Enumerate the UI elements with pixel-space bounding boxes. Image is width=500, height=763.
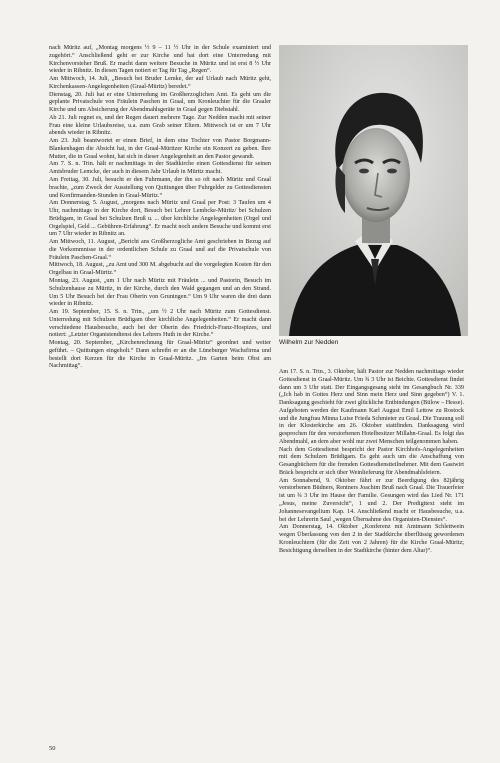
paragraph: Am 17. S. n. Trin., 3. Oktober, hält Pastor zur Nedden nachmittags wieder Gottesdienst in Graal-Müritz. Um ¾ 3 Uhr ist Beichte. Gottesdienst findet dann um 3 Uhr statt. Der Eingangsgesang steht im Gesangbuch Nr. 339 („Ich hab in Gottes Herz und Sinn mein Herz und Sinn gegeben“) V. 1. Danksagung geschieht für zwei glückliche Entbindungen (Bülow – Hesse). Aufgeboten werden der Kaufmann Karl August Emil Lettow zu Rostock und die Jungfrau Minna Luise Frieda Schmieter zu Graal. Die Trauung soll in der Klosterkirche am 26. Oktober stattfinden. Danksagung wird gesprochen für den verstorbenen Hotelbesitzer Millahn-Graal. Es folgt das Abendmahl, an dem aber wohl nur zwei Menschen teilgenommen haben.: [279, 369, 464, 445]
paragraph: Montag, 20. September, „Kirchenrechnung für Graal-Müritz“ geordnet und weiter geführt. – Quittungen eingeholt.“ Dann schreibt er an die Lüneburger Wachsfirma und bestellt dort Kerzen für die Kirche in Graal-Müritz. „Im Garten beim Obst am Nachmittag“.: [49, 340, 271, 370]
paragraph: Am 7. S. n. Trin. hält er nachmittags in der Stadtkirche einen Gottesdienst für seinen Amtsbruder Lemcke, der auch in diesem Jahr Urlaub in Müritz macht.: [49, 161, 271, 176]
left-text-column: [49, 45, 271, 371]
paragraph: Mittwoch, 18. August, „zu Amt und 300 M. abgebucht auf die vorgelegten Kosten für den Orgelbau in Graal-Müritz.“: [49, 262, 271, 277]
paragraph: Nach dem Gottesdienst bespricht der Pastor Kirchhofs-Angelegenheiten mit dem Schulzen Brüdigam. Es geht auch um die Anschaffung von Gesangbüchern für die fremden Gottesdienstteilnehmer. Mit dem Gastwirt Bräck bespricht er sich über Weinlieferung für Abendmahlsfeiern.: [279, 446, 464, 476]
portrait-photo: [279, 45, 468, 336]
photo-caption: Wilhelm zur Nedden: [279, 339, 339, 346]
page-number: 50: [49, 745, 56, 752]
right-text-column: [279, 369, 464, 555]
paragraph: Am Sonnabend, 9. Oktober fährt er zur Beerdigung des 82jährig verstorbenen Büdners, Rentners Joachim Bruß nach Graal. Die Trauerfeier ist um ¾ 3 Uhr im Hause der Familie. Gesungen wird das Lied Nr. 171 „Jesus, meine Zuversicht“, 1 und 2. Der Predigttext steht im Johannesevangelium Kap. 14. Anschließend macht er Hausbesuche, u.a. bei der Lehrerin Saul „wegen Übernahme des Organisten-Dienstes“.: [279, 477, 464, 523]
paragraph: Montag, 23. August, „um 1 Uhr nach Müritz mit Fräulein ... und Pastorin, Besuch im Schulzenhause zu Müritz, in der Kirche, durch den Wald gegangen und an den Strand. Um 5 Uhr Besuch bei der Frau Oberin von Gruningen.“ Um 9 Uhr waren die drei dann wieder in Ribnitz.: [49, 277, 271, 308]
paragraph: nach Müritz auf, „Montag morgens ½ 9 – 11 ½ Uhr in der Schule examiniert und zugehört.“ Anschließend geht er zur Kirche und hat dort eine Unterredung mit Kirchenvorsteher Bruß. Er macht dann weitere Besuche in Müritz und ist erst 8 ½ Uhr wieder in Ribnitz. In diesen Tagen notiert er Tag für Tag „Regen“.: [49, 45, 271, 75]
paragraph: Am 23. Juli beantwortet er einen Brief, in dem eine Tochter von Pastor Borgmann-Blankenhagen die Absicht hat, in der Graal-Müritzer Kirche ein Konzert zu geben. Ihre Mutter, die in Graal wohnt, hat sich in dieser Angelegenheit an den Pastor gewandt.: [49, 138, 271, 160]
paragraph: Am Mittwoch, 14. Juli, „Besuch bei Bruder Lemke, der auf Urlaub nach Müritz geht, Kirchenkassen-Angelegenheiten (Graal-Müritz) beredet.“: [49, 76, 271, 90]
paragraph: Am 19. September, 15. S. n. Trin., „um ½ 2 Uhr nach Müritz zum Gottesdienst. Unterredung mit Schulzen Brüdigam über kirchliche Angelegenheiten.“ Er macht dann verschiedene Hausbesuche, auch bei der Oberin des Friedrich-Franz-Hospizes, und notiert: „Letzter Organistendienst des Lehrers Huth in der Kirche.“: [49, 309, 271, 339]
paragraph: Dienstag, 20. Juli hat er eine Unterredung im Großherzoglichen Amt. Es geht um die geplante Privatschule von Fräulein Paschen in Graal, um Kronleuchter für die Graaler Kirche und um Absicherung der Abendmahlsgeräte in Graal gegen Diebstahl.: [49, 91, 271, 114]
paragraph: Ab 21. Juli regnet es, und der Regen dauert mehrere Tage. Zur Nedden macht mit seiner Frau eine kleine Urlaubsreise, u.a. zum Grab seiner Eltern. Mittwoch ist er um 7 Uhr abends wieder in Ribnitz.: [49, 114, 271, 137]
portrait-image-icon: [279, 45, 468, 336]
paragraph: Am Mittwoch, 11. August, „Bericht ans Großherzogliche Amt geschrieben in Bezug auf die Vorkommnisse in der ordentlichen Schule zu Graal und auf die Privatschule von Fräulein Paschen-Graal.“: [49, 239, 271, 261]
paragraph: Am Freitag, 30. Juli, besucht er den Fuhrmann, der ihn so oft nach Müritz und Graal brachte, „zum Zweck der Ausstellung von Quittungen über Fuhrgelder zu Gottesdiensten und Konfirmanden-Stunden in Graal-Müritz.“: [49, 177, 271, 199]
paragraph: Am Donnerstag, 14. Oktober „Konferenz mit Amtmann Schlettwein wegen Überlassung von den 2 in der Stadtkirche überflüssig gewordenen Kronleuchtern (für die Zeit von 2 Jahren) für die Kirche Graal-Müritz; Besichtigung derselben in der Stadtkirche (hinter dem Altar)“.: [279, 524, 464, 554]
paragraph: Am Donnerstag, 5. August, „morgens nach Müritz und Graal per Post: 3 Taufen um 4 Uhr, nachmittags in der Kirche dort, Besuch bei Lehrer Lembcke-Müritz/ bei Schulzen Brüdigam, in Graal bei Schulzen Bruß u. ... über kirchliche Angelegenheiten (Orgel und Orgelspiel, Geld ... Gebühren-Erfahrung“. Er macht noch andere Besuche und kommt erst um 7 Uhr wieder in Ribnitz an.: [49, 200, 271, 238]
